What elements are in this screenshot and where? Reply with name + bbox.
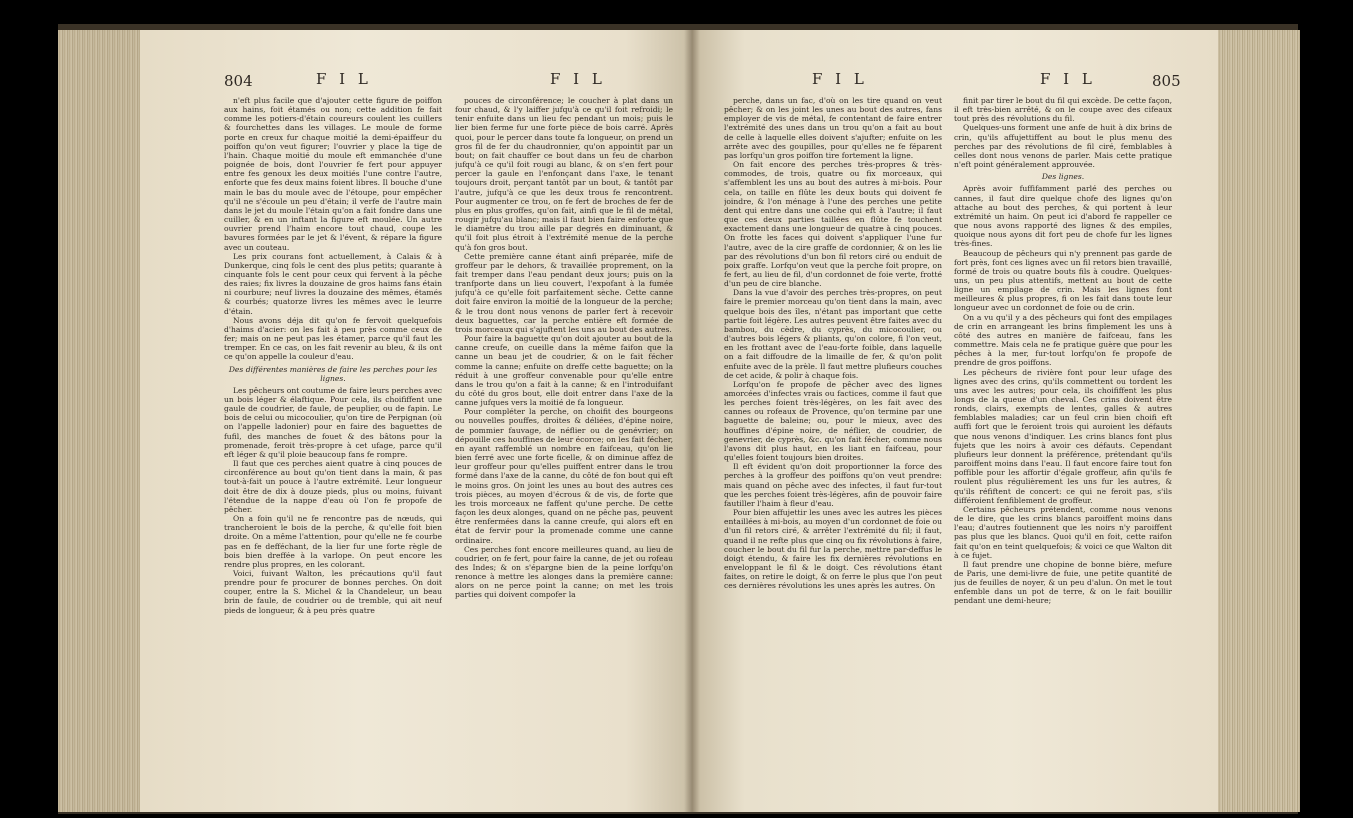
paragraph: Beaucoup de pêcheurs qui n'y prennent pas garde de fort près, font ces lignes avec un fil retors bien travaillé, formé de trois ou quatre bouts fils à coudre. Quelques-uns, un peu plus attentifs, mettent au bout de cette ligne un empilage de crin. Mais les lignes font meilleures & plus propres, fi on les fait dans toute leur longueur avec un cordonnet de foie ou de crin.: [954, 248, 1172, 313]
paragraph: n'eft plus facile que d'ajouter cette figure de poiffon aux hains, foit étamés ou non; cette addition fe fait comme les potiers-d'étain coureurs coulent les cuillers & fourchettes dans les villages. Le moule de forme porte en creux fur chaque moitié la demi-épaiffeur du poiffon qu'on veut figurer; l'ouvrier y place la tige de l'hain. Chaque moitié du moule eft emmanchée d'une poignée de bois, dont l'ouvrier fe fert pour appuyer entre fes genoux les deux moitiés l'une contre l'autre, enforte que fes deux mains foient libres. Il bouche d'une main le bas du moule avec de l'étoupe, pour empêcher qu'il ne s'écoule un peu d'étain; il verfe de l'autre main dans le jet du moule l'étain qu'on a fait fondre dans une cuiller, & en un inftant la figure eft moulée. Un autre ouvrier prend l'haim encore tout chaud, coupe les bavures formées par le jet & l'évent, & répare la figure avec un couteau.: [224, 96, 442, 252]
text-column-1: [224, 96, 442, 802]
paragraph: Il eft évident qu'on doit proportionner la force des perches à la groffeur des poiffons qu'on veut prendre: mais quand on pêche avec des infectes, il faut fur-tout que les perches foient très-légères, afin de pouvoir faire fautiller l'haim à fleur d'eau.: [724, 462, 942, 508]
paragraph: finit par tirer le bout du fil qui excède. De cette façon, il eft très-bien arrêté, & on le coupe avec des cifeaux tout près des révolutions du fil.: [954, 96, 1172, 124]
paragraph: Ces perches font encore meilleures quand, au lieu de coudrier, on fe fert, pour faire la canne, de jet ou rofeau des Indes; & on s'épargne bien de la peine lorfqu'on renonce à mettre les alonges dans la première canne: alors on ne perce point la canne; on met les trois parties qui doivent compofer la: [455, 544, 673, 600]
running-header: F I L: [1040, 70, 1096, 88]
paragraph: pouces de circonférence; le coucher à plat dans un four chaud, & l'y laiffer jufqu'à ce qu'il foit refroidi; le tenir enfuite dans un lieu fec pendant un mois; puis le lier bien ferme fur une forte pièce de bois carré. Après quoi, pour le percer dans toute fa longueur, on prend un gros fil de fer du chaudronnier, qu'on appointit par un bout; on fait chauffer ce bout dans un feu de charbon jufqu'à ce qu'il foit rougi au blanc, & on s'en fert pour percer la gaule en l'enfonçant dans l'axe, le tenant toujours droit, perçant tantôt par un bout, & tantôt par l'autre, jufqu'à ce que les deux trous fe rencontrent. Pour augmenter ce trou, on fe fert de broches de fer de plus en plus groffes, qu'on fait, ainfi que le fil de métal, rougir jufqu'au blanc; mais il faut bien faire enforte que le diamètre du trou aille par degrés en diminuant, & qu'il foit plus étroit à l'extrémité menue de la perche qu'à fon gros bout.: [455, 96, 673, 252]
paragraph: perche, dans un fac, d'où on les tire quand on veut pêcher; & on les joint les unes au bout des autres, fans employer de vis de métal, fe contentant de faire entrer l'extrémité des unes dans un trou qu'on a fait au bout de celle à laquelle elles doivent s'ajufter; enfuite on les arrête avec des goupilles, pour qu'elles ne fe féparent pas lorfqu'un gros poiffon tire fortement la ligne.: [724, 96, 942, 160]
paragraph: Dans la vue d'avoir des perches très-propres, on peut faire le premier morceau qu'on tient dans la main, avec quelque bois des îles, n'étant pas important que cette partie foit légère. Les autres peuvent être faites avec du bambou, du cèdre, du cyprès, du micocoulier, ou d'autres bois légers & pliants, qu'on colore, fi l'on veut, en les frottant avec de l'eau-forte foible, dans laquelle on a fait diffoudre de la limaille de fer, & qu'on polit enfuite avec de la prèle. Il faut mettre plufieurs couches de cet acide, & polir à chaque fois.: [724, 288, 942, 380]
text-column-2: [954, 96, 1172, 802]
paragraph: Pour bien affujettir les unes avec les autres les pièces entaillées à mi-bois, au moyen d'un cordonnet de foie ou d'un fil retors ciré, & arrêter l'extrémité du fil; il faut, quand il ne refte plus que cinq ou fix révolutions à faire, coucher le bout du fil fur la perche, mettre par-deffus le doigt étendu, & faire les fix dernières révolutions en enveloppant le fil & le doigt. Ces révolutions étant faites, on retire le doigt, & on ferre le plus que l'on peut ces dernières révolutions les unes après les autres. On: [724, 508, 942, 591]
paragraph: Pour compléter la perche, on choifit des bourgeons ou nouvelles pouffes, droites & déliées, d'épine noire, de pommier fauvage, de néflier ou de genévrier; on dépouille ces houffines de leur écorce; on les fait fécher, en ayant raffemblé un nombre en faifceau, qu'on lie bien ferré avec une forte ficelle, & on diminue affez de leur groffeur pour qu'elles puiffent entrer dans le trou formé dans l'axe de la canne, du côté de fon bout qui eft le moins gros. On joint les unes au bout des autres ces trois pièces, au moyen d'écrous & de vis, de forte que les trois morceaux ne faffent qu'une perche. De cette façon les deux alonges, quand on ne pêche pas, peuvent être renfermées dans la canne creufe, qui alors eft en état de fervir pour la promenade comme une canne ordinaire.: [455, 407, 673, 545]
page-edges-right: [1218, 30, 1300, 812]
paragraph: Certains pêcheurs prétendent, comme nous venons de le dire, que les crins blancs paroiffent moins dans l'eau; d'autres foutiennent que les noirs n'y paroiffent pas plus que les blancs. Quoi qu'il en foit, cette raifon fait qu'on en teint quelquefois; & voici ce que Walton dit à ce fujet.: [954, 504, 1172, 560]
page-edges-left: [58, 30, 140, 812]
paragraph: On a vu qu'il y a des pêcheurs qui font des empilages de crin en arrangeant les brins fimplement les uns à côté des autres en manière de faifceau, fans les commettre. Mais cela ne fe pratique guère que pour les pêches à la mer, fur-tout lorfqu'on fe propofe de prendre de gros poiffons.: [954, 312, 1172, 368]
section-heading: Des lignes.: [1041, 172, 1085, 182]
page-number: 804: [224, 72, 253, 90]
paragraph: Après avoir fuffifamment parlé des perches ou cannes, il faut dire quelque chofe des lignes qu'on attache au bout des perches, & qui portent à leur extrémité un haim. On peut ici d'abord fe rappeller ce que nous avons rapporté des lignes & des empiles, quoique nous ayons dit fort peu de chofe fur les lignes très-fines.: [954, 184, 1172, 249]
paragraph: On a foin qu'il ne fe rencontre pas de nœuds, qui trancheroient le bois de la perche, & qu'elle foit bien droite. On a même l'attention, pour qu'elle ne fe courbe pas en fe defféchant, de la lier fur une forte règle de bois bien dreffée à la varlope. On peut encore les rendre plus propres, en les colorant.: [224, 514, 442, 569]
paragraph: Les pêcheurs ont coutume de faire leurs perches avec un bois léger & élaftique. Pour cela, ils choififfent une gaule de coudrier, de faule, de peuplier, ou de fapin. Le bois de celui ou micocoulier, qu'on tire de Perpignan (où on l'appelle ladonier) pour en faire des baguettes de fufil, des manches de fouet & des bâtons pour la promenade, feroit très-propre à cet ufage, parce qu'il eft léger & qu'il ploie beaucoup fans fe rompre.: [224, 385, 442, 459]
section-heading: Des différentes manières de faire les perches pour les lignes.: [228, 364, 438, 383]
paragraph: Les prix courans font actuellement, à Calais & à Dunkerque, cinq fols le cent des plus petits; quarante à cinquante fols le cent pour ceux qui fervent à la pêche des raies; fix livres la douzaine de gros haims fans étain ni courbure; neuf livres la douzaine des mêmes, étamés & courbés; quatorze livres les mêmes avec le leurre d'étain.: [224, 251, 442, 316]
paragraph: Il faut que ces perches aient quatre à cinq pouces de circonférence au bout qu'on tient dans la main, & pas tout-à-fait un pouce à l'autre extrémité. Leur longueur doit être de dix à douze pieds, plus ou moins, fuivant l'étendue de la nappe d'eau où l'on fe propofe de pêcher.: [224, 459, 442, 514]
paragraph: Pour faire la baguette qu'on doit ajouter au bout de la canne creufe, on cueille dans la même faifon que la canne un beau jet de coudrier, & on le fait fécher comme la canne; enfuite on dreffe cette baguette; on la réduit à une groffeur convenable pour qu'elle entre dans le trou qu'on a fait à la canne; & en l'introduifant du côté du gros bout, elle doit entrer dans l'axe de la canne jufques vers la moitié de fa longueur.: [455, 334, 673, 408]
left-page: [140, 30, 692, 812]
book-gutter: [684, 30, 700, 812]
running-header: F I L: [812, 70, 868, 88]
paragraph: Cette première canne étant ainfi préparée, mife de groffeur par le dehors, & travaillée proprement, on la fait tremper dans l'eau pendant deux jours; puis on la tranfporte dans un lieu couvert, l'expofant à la fumée jufqu'à ce qu'elle foit parfaitement sèche. Cette canne doit faire environ la moitié de la longueur de la perche; & le trou dont nous venons de parler fert à recevoir deux baguettes, car la perche entière eft formée de trois morceaux qui s'ajuftent les uns au bout des autres.: [455, 251, 673, 334]
paragraph: Il faut prendre une chopine de bonne bière, mefure de Paris, une demi-livre de fuie, une petite quantité de jus de feuilles de noyer, & un peu d'alun. On met le tout enfemble dans un pot de terre, & on le fait bouillir pendant une demi-heure;: [954, 559, 1172, 606]
page-number: 805: [1152, 72, 1181, 90]
text-column-1: [724, 96, 942, 802]
paragraph: Lorfqu'on fe propofe de pêcher avec des lignes amorcées d'infectes vrais ou factices, comme il faut que les perches foient très-légères, on les fait avec des cannes ou rofeaux de Provence, qu'on termine par une baguette de baleine; ou, pour le mieux, avec des houffines d'épine noire, de néflier, de coudrier, de genevrier, de cyprès, &c. qu'on fait fécher, comme nous l'avons dit plus haut, en les liant en faifceau, pour qu'elles foient toujours bien droites.: [724, 379, 942, 463]
right-page: [692, 30, 1218, 812]
paragraph: Les pêcheurs de rivière font pour leur ufage des lignes avec des crins, qu'ils commettent ou tordent les uns avec les autres; pour cela, ils choififfent les plus longs de la queue d'un cheval. Ces crins doivent être ronds, clairs, exempts de lentes, galles & autres femblables maladies; car un feul crin bien choifi eft auffi fort que le feroient trois qui auroient les défauts que nous venons d'indiquer. Les crins blancs font plus fujets que les noirs à avoir ces défauts. Cependant plufieurs leur donnent la préférence, prétendant qu'ils paroiffent moins dans l'eau. Il faut encore faire tout fon poffible pour les affortir d'égale groffeur, afin qu'ils fe roulent plus régulièrement les uns fur les autres, & qu'ils réfiftent de concert: ce qui ne feroit pas, s'ils différoient fenfiblement de groffeur.: [954, 367, 1172, 505]
running-header: F I L: [316, 70, 372, 88]
paragraph: Quelques-uns forment une anfe de huit à dix brins de crin, qu'ils affujettiffent au bout le plus menu des perches par des révolutions de fil ciré, femblables à celles dont nous venons de parler. Mais cette pratique n'eft point généralement approuvée.: [954, 123, 1172, 170]
paragraph: Nous avons déja dit qu'on fe fervoit quelquefois d'haims d'acier: on les fait à peu près comme ceux de fer; mais on ne peut pas les étamer, parce qu'il faut les tremper. En ce cas, on les fait revenir au bleu, & ils ont ce qu'on appelle la couleur d'eau.: [224, 315, 442, 362]
running-header: F I L: [550, 70, 606, 88]
text-column-2: [455, 96, 673, 802]
paragraph: Voici, fuivant Walton, les précautions qu'il faut prendre pour fe procurer de bonnes perches. On doit couper, entre la S. Michel & la Chandeleur, un beau brin de faule, de coudrier ou de tremble, qui ait neuf pieds de longueur, & à peu près quatre: [224, 568, 442, 615]
paragraph: On fait encore des perches très-propres & très-commodes, de trois, quatre ou fix morceaux, qui s'affemblent les uns au bout des autres à mi-bois. Pour cela, on taille en flûte les deux bouts qui doivent fe joindre, & l'on ménage à l'une des perches une petite dent qui entre dans une coche qui eft à l'autre; il faut que ces deux parties taillées en flûte fe touchent exactement dans une longueur de quatre à cinq pouces. On frotte les faces qui doivent s'appliquer l'une fur l'autre, avec de la cire graffe de cordonnier, & on les lie par des révolutions d'un bon fil retors ciré ou enduit de poix graffe. Lorfqu'on veut que la perche foit propre, on fe fert, au lieu de fil, d'un cordonnet de foie verte, frotté d'un peu de cire blanche.: [724, 160, 942, 289]
